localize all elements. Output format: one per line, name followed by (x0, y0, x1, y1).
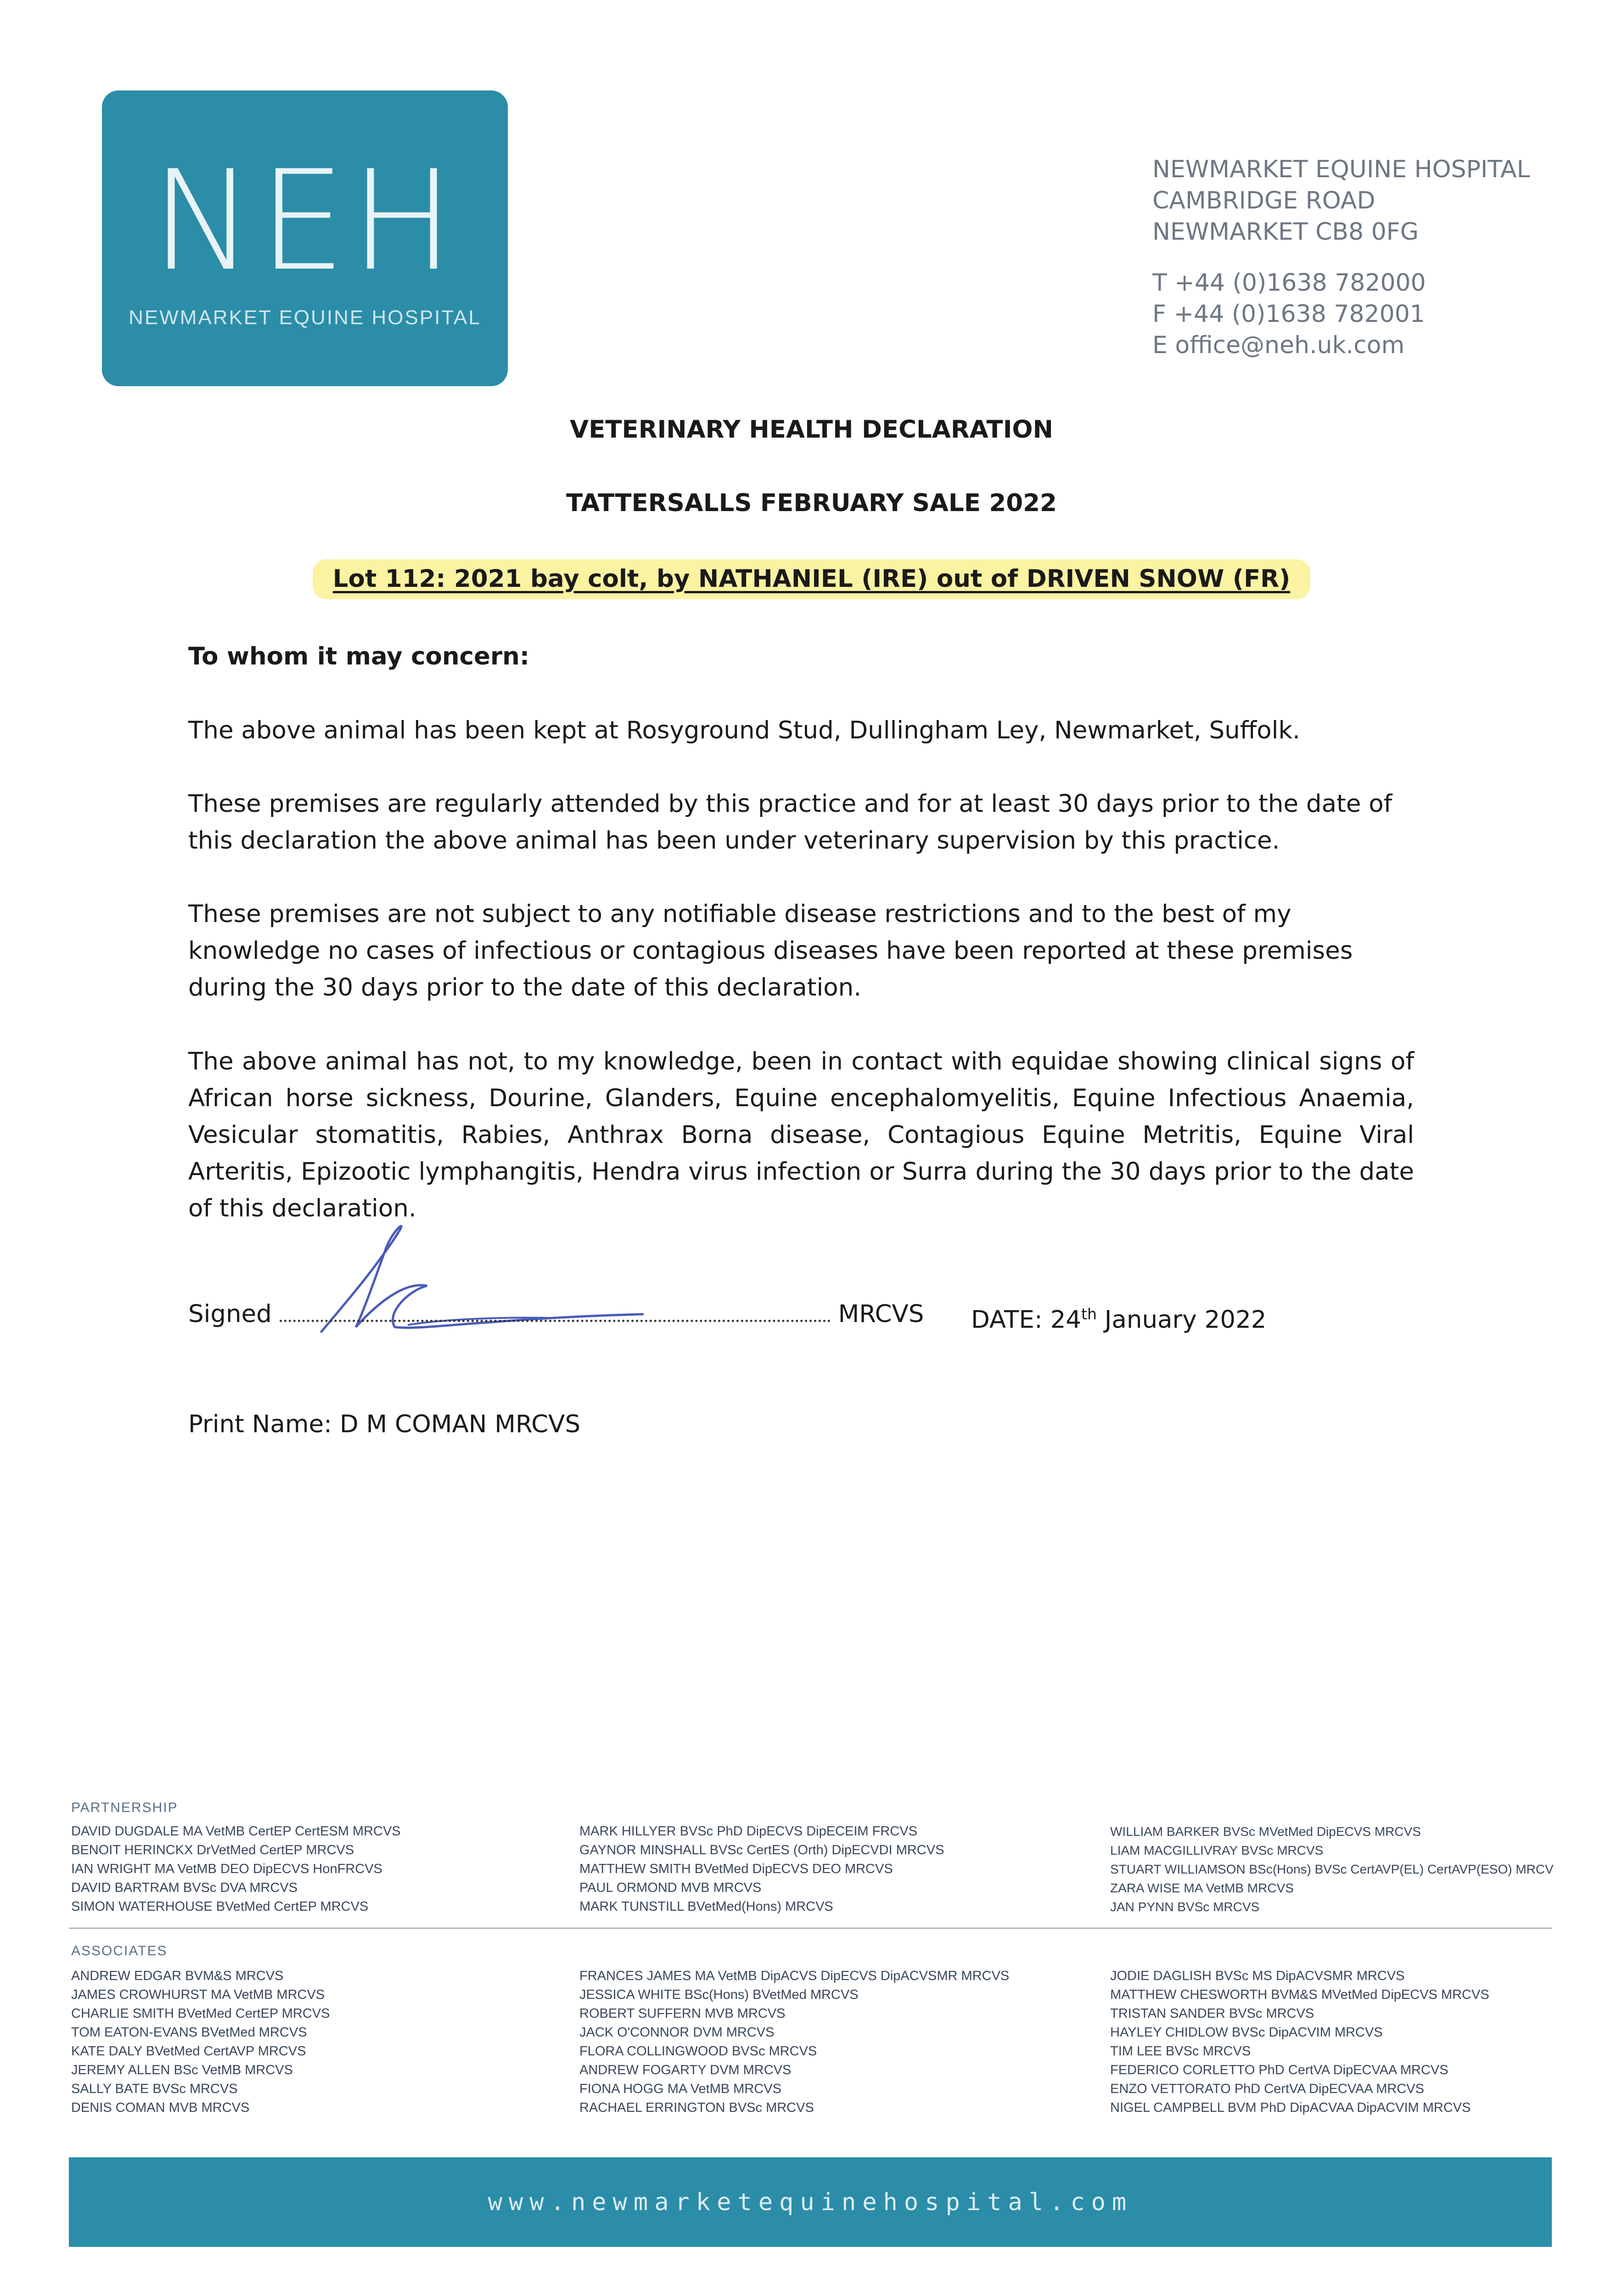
list-item: MATTHEW CHESWORTH BVM&S MVetMed DipECVS MRCVS (1110, 1987, 1489, 2002)
list-item: PAUL ORMOND MVB MRCVS (579, 1880, 762, 1895)
partnership-column (579, 1822, 944, 1916)
list-item: IAN WRIGHT MA VetMB DEO DipECVS HonFRCVS (71, 1862, 382, 1876)
associates-heading: ASSOCIATES (71, 1943, 168, 1958)
list-item: ENZO VETTORATO PhD CertVA DipECVAA MRCVS (1110, 2082, 1424, 2096)
divider (69, 1928, 1552, 1929)
list-item: FLORA COLLINGWOOD BVSc MRCVS (579, 2044, 817, 2059)
signature-dotted-line (280, 1320, 831, 1322)
greeting: To whom it may concern: (188, 642, 530, 670)
logo-mark: NEH (151, 141, 459, 301)
paragraph-diseases: The above animal has not, to my knowledge, been in contact with equidae showing clinical signs of African horse sickness, Dourine, Glanders, Equine encephalomyelitis, Equine Infectious Anaemia, Vesicular stomatitis, Rabies, Anthrax Borna disease, Contagious Equine Metritis, Equine Viral Arteritis, Epizootic lymphangitis, Hendra virus infection or Surra during the 30 days prior to the date of this declaration. (188, 1047, 1414, 1222)
list-item: LIAM MACGILLIVRAY BVSc MRCVS (1110, 1843, 1324, 1857)
list-item: TIM LEE BVSc MRCVS (1110, 2044, 1251, 2059)
list-item: SIMON WATERHOUSE BVetMed CertEP MRCVS (71, 1899, 369, 1914)
paragraph-restrictions: These premises are not subject to any notifiable disease restrictions and to the best of my knowledge no cases of infectious or contagious diseases have been reported at these premises during the 30 days prior to the date of this declaration. (188, 900, 1353, 1002)
list-item: STUART WILLIAMSON BSc(Hons) BVSc CertAVP(EL) CertAVP(ESO) MRCV (1110, 1862, 1554, 1876)
address-line: NEWMARKET EQUINE HOSPITAL (1152, 156, 1530, 183)
list-item: MARK HILLYER BVSc PhD DipECVS DipECEIM FRCVS (579, 1824, 917, 1839)
list-item: ZARA WISE MA VetMB MRCVS (1110, 1881, 1294, 1895)
list-item: SALLY BATE BVSc MRCVS (71, 2082, 238, 2096)
list-item: WILLIAM BARKER BVSc MVetMed DipECVS MRCVS (1110, 1824, 1421, 1839)
date-label: DATE: 24 (971, 1306, 1082, 1334)
list-item: DENIS COMAN MVB MRCVS (71, 2100, 250, 2115)
document-subtitle: TATTERSALLS FEBRUARY SALE 2022 (566, 489, 1057, 517)
fax-number: F +44 (0)1638 782001 (1152, 300, 1425, 328)
list-item: TOM EATON-EVANS BVetMed MRCVS (71, 2025, 307, 2040)
print-name: Print Name: D M COMAN MRCVS (188, 1410, 581, 1438)
email-address: E office@neh.uk.com (1152, 332, 1405, 359)
list-item: MARK TUNSTILL BVetMed(Hons) MRCVS (579, 1899, 833, 1914)
date-ordinal: th (1081, 1305, 1097, 1323)
list-item: JODIE DAGLISH BVSc MS DipACVSMR MRCVS (1110, 1969, 1405, 1983)
partnership-column (1110, 1822, 1554, 1916)
signed-line (188, 1296, 924, 1333)
date-rest: January 2022 (1096, 1306, 1267, 1334)
list-item: JACK O'CONNOR DVM MRCVS (579, 2025, 775, 2040)
footer-bar (69, 2157, 1552, 2247)
address-line: NEWMARKET CB8 0FG (1152, 218, 1419, 246)
partnership-column (71, 1822, 401, 1916)
hospital-logo (102, 90, 508, 386)
document-title: VETERINARY HEALTH DECLARATION (570, 416, 1053, 444)
lot-description: Lot 112: 2021 bay colt, by NATHANIEL (IRE) out of DRIVEN SNOW (FR) (313, 559, 1310, 599)
list-item: CHARLIE SMITH BVetMed CertEP MRCVS (71, 2006, 330, 2021)
list-item: ANDREW EDGAR BVM&S MRCVS (71, 1969, 284, 1983)
lot-line (0, 559, 1623, 599)
list-item: HAYLEY CHIDLOW BVSc DipACVIM MRCVS (1110, 2025, 1383, 2040)
paragraph-supervision: These premises are regularly attended by this practice and for at least 30 days prior to the date of this declaration the above animal has been under veterinary supervision by this practice. (188, 790, 1393, 855)
list-item: DAVID DUGDALE MA VetMB CertEP CertESM MRCVS (71, 1824, 401, 1839)
logo-subtitle: NEWMARKET EQUINE HOSPITAL (129, 306, 481, 329)
address-line: CAMBRIDGE ROAD (1152, 187, 1376, 214)
website-url[interactable]: www.newmarketequinehospital.com (488, 2188, 1133, 2216)
list-item: TRISTAN SANDER BVSc MRCVS (1110, 2006, 1314, 2021)
list-item: RACHAEL ERRINGTON BVSc MRCVS (579, 2100, 814, 2115)
list-item: ROBERT SUFFERN MVB MRCVS (579, 2006, 786, 2021)
associates-column (579, 1967, 1009, 2117)
paragraph-premises: The above animal has been kept at Rosyground Stud, Dullingham Ley, Newmarket, Suffolk. (188, 716, 1300, 744)
list-item: KATE DALY BVetMed CertAVP MRCVS (71, 2044, 306, 2059)
list-item: FRANCES JAMES MA VetMB DipACVS DipECVS DipACVSMR MRCVS (579, 1969, 1010, 1983)
list-item: ANDREW FOGARTY DVM MRCVS (579, 2063, 792, 2077)
list-item: JAN PYNN BVSc MRCVS (1110, 1900, 1260, 1914)
list-item: FIONA HOGG MA VetMB MRCVS (579, 2082, 781, 2096)
associates-column (1110, 1967, 1489, 2117)
phone-number: T +44 (0)1638 782000 (1152, 269, 1426, 297)
signed-label: Signed (188, 1300, 272, 1328)
list-item: JESSICA WHITE BSc(Hons) BVetMed MRCVS (579, 1987, 859, 2002)
list-item: JEREMY ALLEN BSc VetMB MRCVS (71, 2063, 293, 2077)
address-block (1152, 154, 1530, 361)
signed-mrcvs-label: MRCVS (838, 1300, 924, 1328)
list-item: BENOIT HERINCKX DrVetMed CertEP MRCVS (71, 1843, 354, 1857)
partnership-heading: PARTNERSHIP (71, 1800, 178, 1815)
list-item: GAYNOR MINSHALL BVSc CertES (Orth) DipECVDI MRCVS (579, 1843, 944, 1857)
list-item: JAMES CROWHURST MA VetMB MRCVS (71, 1987, 325, 2002)
associates-column (71, 1967, 330, 2117)
list-item: NIGEL CAMPBELL BVM PhD DipACVAA DipACVIM MRCVS (1110, 2100, 1471, 2115)
list-item: FEDERICO CORLETTO PhD CertVA DipECVAA MRCVS (1110, 2063, 1449, 2077)
list-item: DAVID BARTRAM BVSc DVA MRCVS (71, 1880, 298, 1895)
list-item: MATTHEW SMITH BVetMed DipECVS DEO MRCVS (579, 1862, 893, 1876)
declaration-date (971, 1296, 1266, 1339)
